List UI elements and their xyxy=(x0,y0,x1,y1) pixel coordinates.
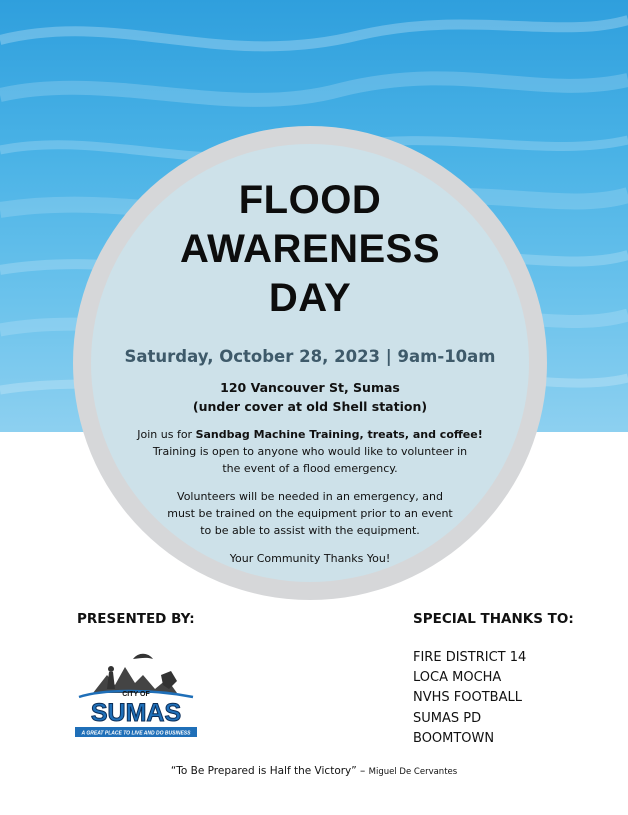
title-line-1: FLOOD xyxy=(238,178,382,222)
sumas-logo-graphic xyxy=(73,645,199,741)
event-date: Saturday, October 28, 2023 | 9am-10am xyxy=(124,347,496,366)
sponsor-item: SUMAS PD xyxy=(413,710,482,726)
sponsor-item: BOOMTOWN xyxy=(413,730,495,746)
quote-text: “To Be Prepared is Half the Victory” – xyxy=(170,765,366,777)
training-intro: Join us for xyxy=(137,428,196,441)
presented-by-heading: PRESENTED BY: xyxy=(77,611,195,627)
training-highlight: Sandbag Machine Training, treats, and coffee! xyxy=(195,428,483,441)
sponsor-list xyxy=(413,648,526,749)
logo-city-of-text: CITY OF xyxy=(122,691,150,698)
training-line-2: Training is open to anyone who would like to volunteer in xyxy=(152,445,468,458)
training-description xyxy=(91,426,529,477)
sponsor-item: NVHS FOOTBALL xyxy=(413,690,522,706)
volunteer-description xyxy=(91,488,529,539)
volunteer-line-3: to be able to assist with the equipment. xyxy=(200,524,420,537)
training-line-1 xyxy=(91,426,529,443)
quote-author: Miguel De Cervantes xyxy=(368,767,458,777)
event-details xyxy=(91,144,529,567)
volunteer-line-2: must be trained on the equipment prior to an event xyxy=(167,507,453,520)
footer-quote xyxy=(0,765,628,777)
event-address xyxy=(91,378,529,416)
title-line-2: AWARENESS xyxy=(179,227,441,271)
logo-sumas-text: SUMAS xyxy=(90,699,182,727)
city-of-sumas-logo xyxy=(73,645,199,741)
event-title xyxy=(91,176,529,323)
logo-tagline: A GREAT PLACE TO LIVE AND DO BUSINESS xyxy=(81,730,191,737)
training-line-3: the event of a flood emergency. xyxy=(222,462,398,475)
address-line-1: 120 Vancouver St, Sumas xyxy=(220,380,400,395)
address-line-2: (under cover at old Shell station) xyxy=(192,399,428,414)
title-line-3: DAY xyxy=(268,276,352,320)
volunteer-line-1: Volunteers will be needed in an emergency, and xyxy=(177,490,443,503)
special-thanks-heading: SPECIAL THANKS TO: xyxy=(413,611,574,627)
community-thanks: Your Community Thanks You! xyxy=(229,552,391,565)
sponsor-item: LOCA MOCHA xyxy=(413,670,502,686)
sponsor-item: FIRE DISTRICT 14 xyxy=(413,650,527,665)
